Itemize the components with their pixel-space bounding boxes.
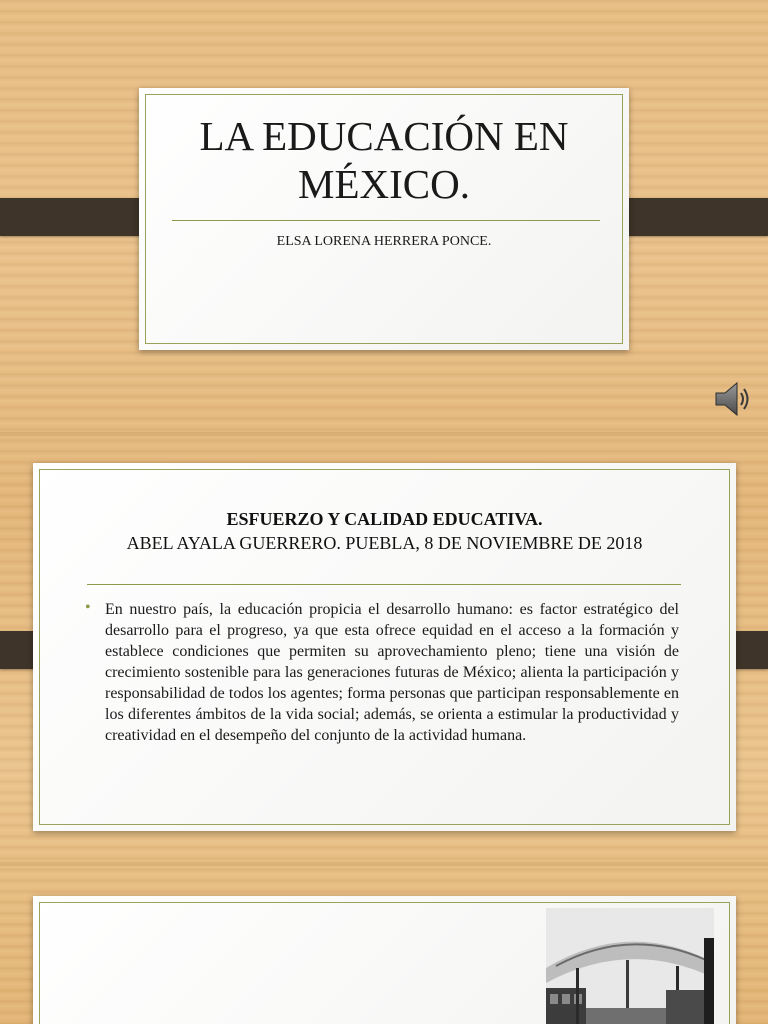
heading-divider — [87, 584, 681, 585]
title-slide-card — [139, 88, 629, 350]
author-name: ELSA LORENA HERRERA PONCE. — [276, 234, 492, 249]
decorative-tab-left — [0, 198, 155, 236]
slide-divider — [0, 432, 768, 436]
slide-divider — [0, 862, 768, 866]
speaker-icon[interactable] — [713, 379, 755, 419]
slide-title-line-2: MÉXICO. — [298, 161, 470, 207]
content-slide-card — [33, 463, 736, 831]
slide-subheading: ABEL AYALA GUERRERO. PUEBLA, 8 DE NOVIEMBRE DE 2018 — [126, 533, 643, 553]
slide-title — [139, 112, 629, 208]
slide-title-line-1: LA EDUCACIÓN EN — [199, 113, 569, 159]
slide-heading: ESFUERZO Y CALIDAD EDUCATIVA. — [226, 509, 543, 529]
title-divider — [172, 220, 600, 221]
decorative-tab-right — [613, 198, 768, 236]
bullet-icon: • — [85, 599, 91, 616]
photo-slide-card — [33, 896, 736, 1024]
bullet-paragraph: En nuestro país, la educación propicia el desarrollo humano: es factor estratégico del desarrollo para el progreso, ya que esta ofrece equidad en el acceso a la formación y establece condiciones que permiten su aprovechamiento pleno; tiene una visión de crecimiento sostenible para las generaciones futuras de México; alienta la participación y responsabilidad de todos los agentes; forma personas que participan responsablemente en los diferentes ámbitos de la vida social; además, se orienta a estimular la productividad y creatividad en el desempeño del conjunto de la actividad humana. — [105, 601, 679, 744]
school-photo — [546, 908, 714, 1024]
